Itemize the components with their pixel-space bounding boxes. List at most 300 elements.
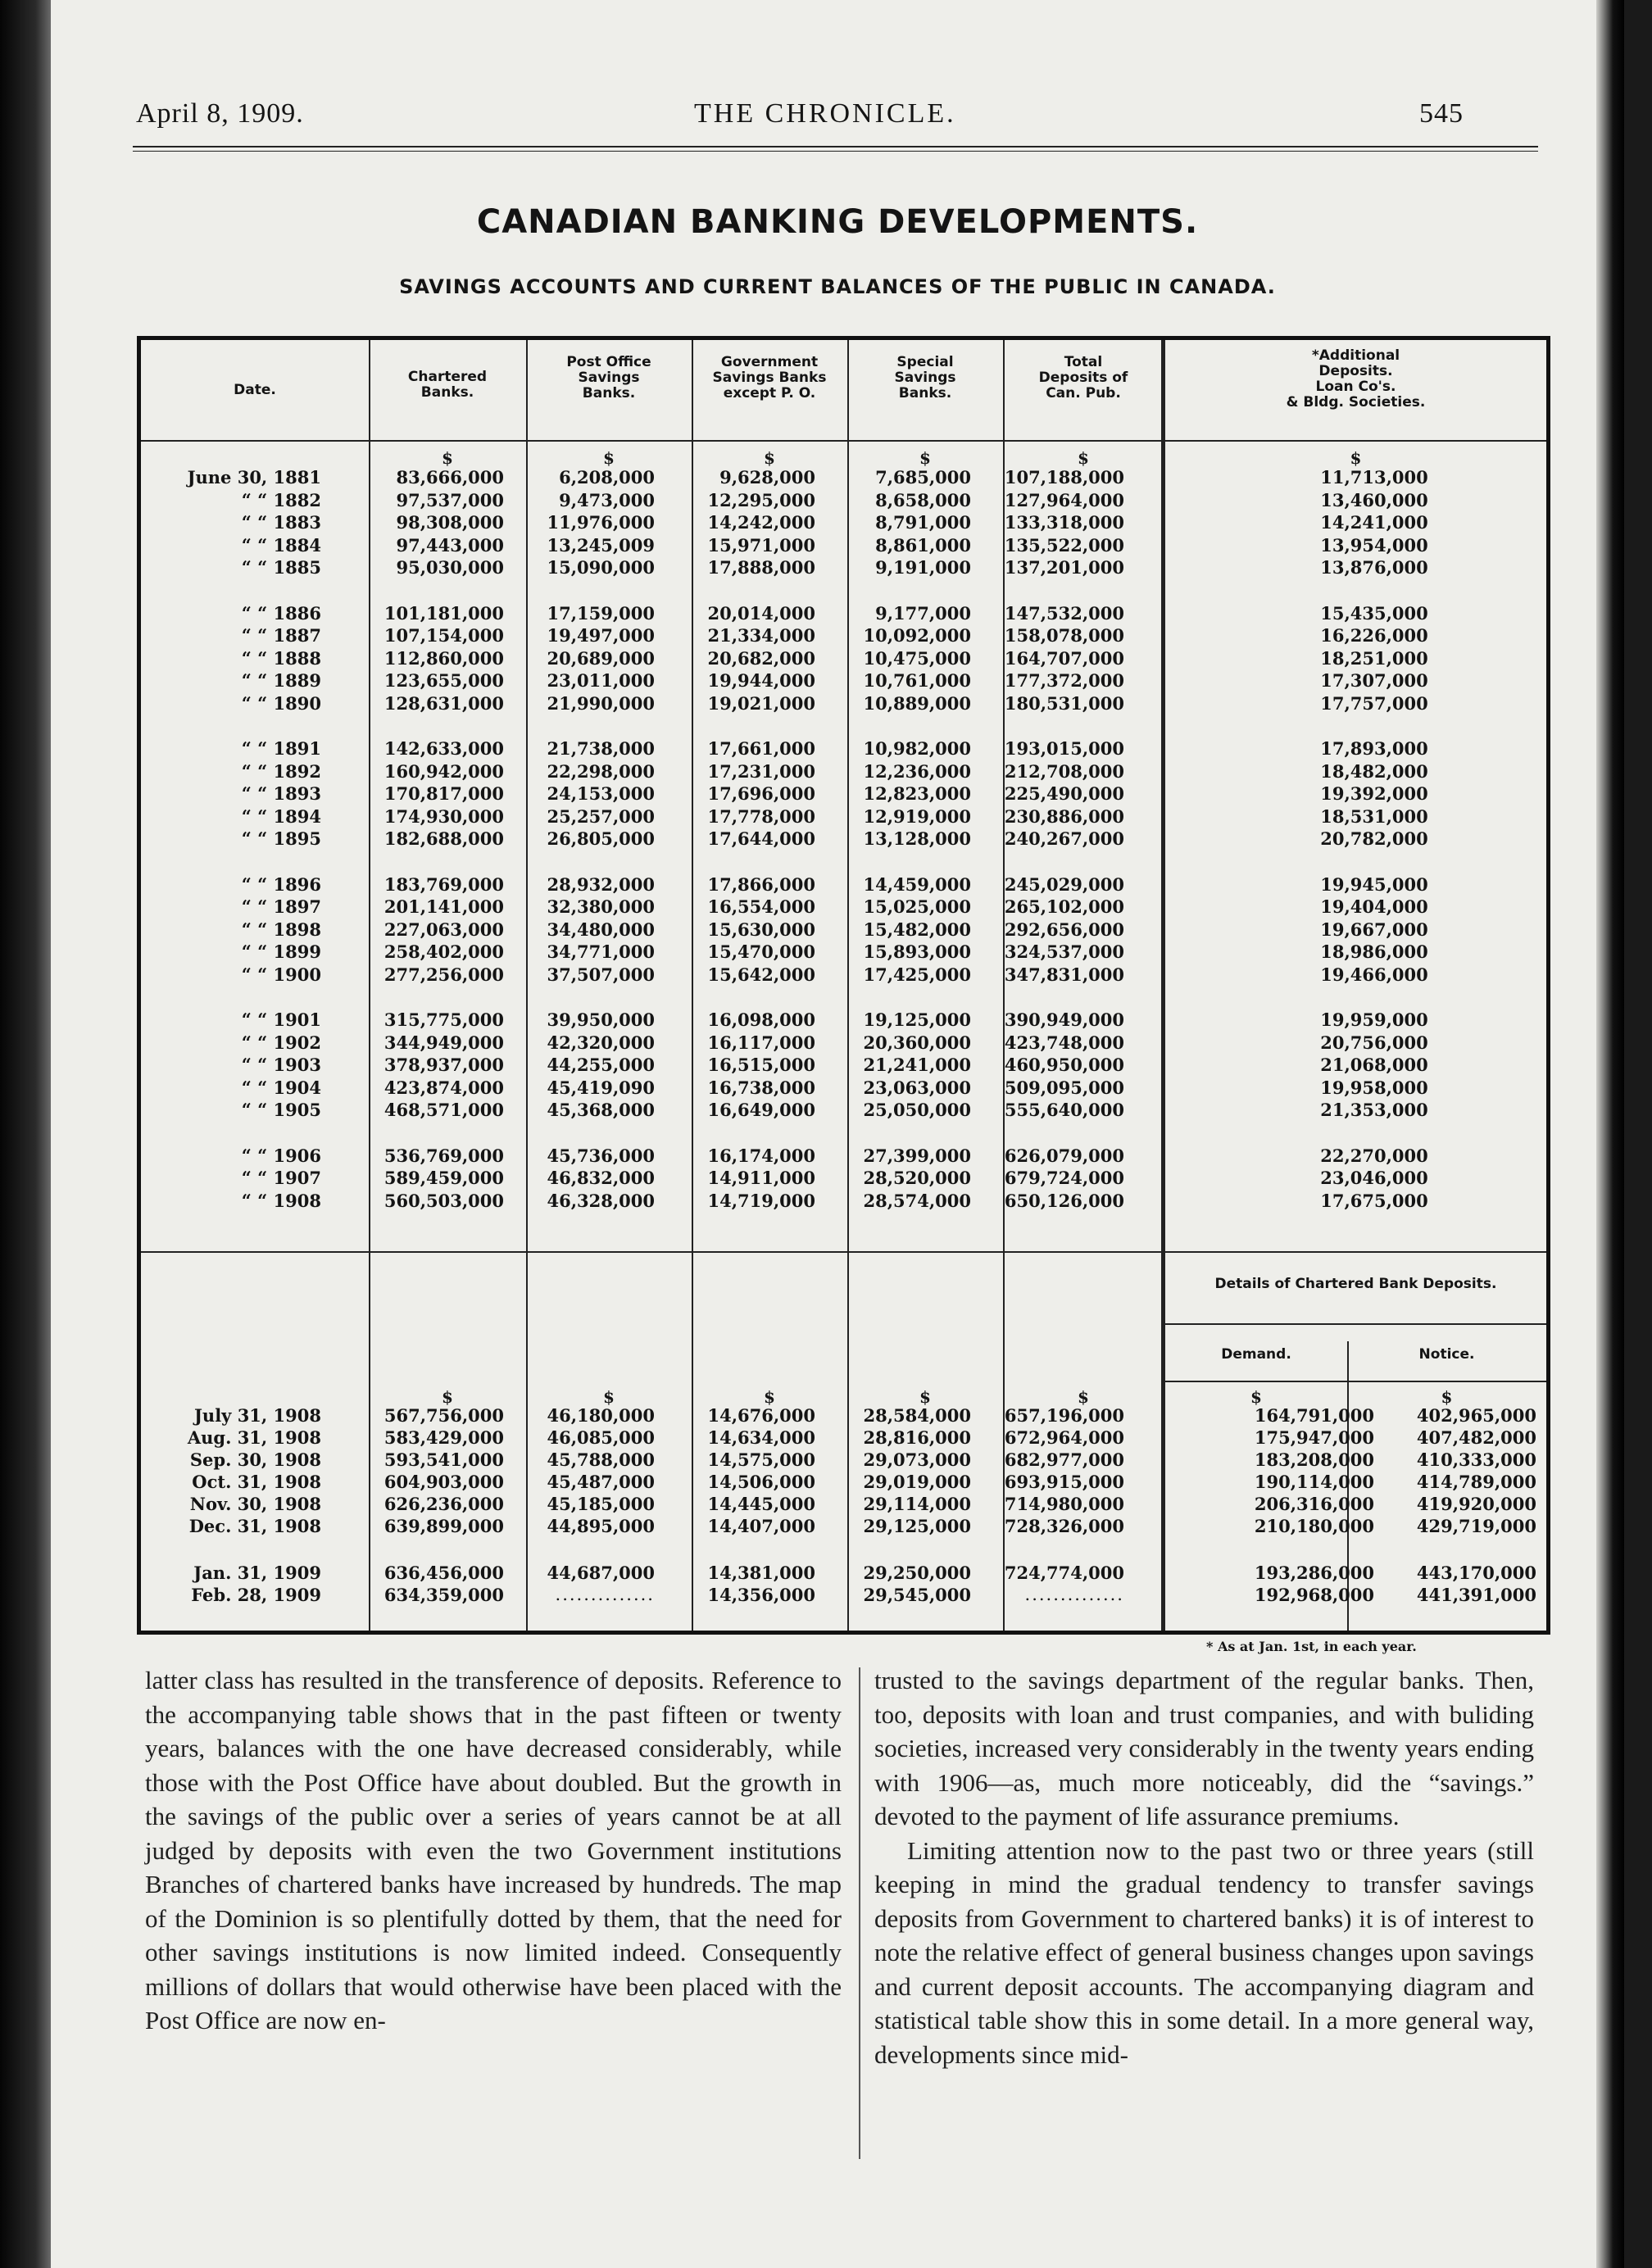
currency-mark: $ (1250, 1387, 1262, 1407)
body-paragraph: trusted to the savings department of the regular banks. Then, too, deposits with loan and trust companies, and with buliding societies, increased very considerably in the twenty years ending with 1906—as, much more noticeably, did the “savings.” devoted to the payment of life assurance premiums. (874, 1666, 1534, 1830)
row-value: 180,531,000 (1004, 692, 1124, 714)
row-value: 23,011,000 (547, 670, 655, 691)
row-value: 634,359,000 (384, 1585, 504, 1605)
row-value: 39,950,000 (547, 1009, 655, 1030)
row-value: 83,666,000 (396, 467, 504, 488)
row-value: 16,554,000 (707, 896, 815, 917)
currency-mark: $ (442, 1387, 453, 1407)
row-date: “ “ 1882 (241, 489, 321, 510)
row-value: 19,944,000 (707, 670, 815, 691)
row-value: 193,286,000 (1254, 1563, 1374, 1583)
row-value: 19,945,000 (1320, 873, 1428, 895)
row-value: 37,507,000 (547, 964, 655, 985)
row-value: 34,771,000 (547, 941, 655, 962)
row-value: 14,575,000 (707, 1449, 815, 1470)
row-value: 509,095,000 (1004, 1077, 1124, 1098)
row-value: 44,255,000 (547, 1055, 655, 1075)
table-row (141, 603, 1554, 625)
table-row (141, 828, 1554, 850)
table-row (141, 941, 1554, 964)
row-value: 190,114,000 (1254, 1472, 1374, 1492)
row-value: 46,085,000 (547, 1427, 655, 1448)
table-row (141, 896, 1554, 919)
row-value: 28,584,000 (863, 1405, 971, 1426)
row-value: 16,738,000 (707, 1077, 815, 1098)
row-value: 20,682,000 (707, 647, 815, 669)
row-value: 18,531,000 (1320, 805, 1428, 827)
table-row (141, 1427, 1554, 1449)
row-value: 15,893,000 (863, 941, 971, 962)
row-value: 23,063,000 (863, 1077, 971, 1098)
row-value: 15,971,000 (707, 534, 815, 556)
row-value: 292,656,000 (1004, 919, 1124, 940)
row-value: 15,090,000 (547, 557, 655, 578)
row-value: 46,180,000 (547, 1405, 655, 1426)
row-value: 29,250,000 (863, 1563, 971, 1583)
currency-mark: $ (764, 1387, 775, 1407)
table-row (141, 490, 1554, 512)
article-title: CANADIAN BANKING DEVELOPMENTS. (476, 203, 1199, 241)
row-value: 679,724,000 (1004, 1168, 1124, 1188)
header-rule (133, 146, 1538, 147)
row-value: 682,977,000 (1004, 1449, 1124, 1470)
row-value: 17,159,000 (547, 602, 655, 624)
row-value: 378,937,000 (384, 1055, 504, 1075)
row-value: 14,506,000 (707, 1472, 815, 1492)
row-date: “ “ 1892 (241, 760, 321, 782)
row-value: 13,245,009 (547, 534, 655, 556)
table-row (141, 761, 1554, 783)
table-row (141, 874, 1554, 896)
table-row (141, 1032, 1554, 1055)
row-value: 21,334,000 (707, 625, 815, 646)
table-row (141, 1055, 1554, 1077)
row-value: 25,050,000 (863, 1100, 971, 1120)
row-value: 728,326,000 (1004, 1516, 1124, 1536)
row-value: 10,889,000 (863, 692, 971, 714)
row-value: 142,633,000 (384, 738, 504, 759)
row-value: 123,655,000 (384, 670, 504, 691)
row-value: 19,404,000 (1320, 896, 1428, 917)
row-value: 9,191,000 (875, 557, 971, 578)
header-rule-thin (133, 151, 1538, 152)
table-row (141, 693, 1554, 715)
row-value: 21,068,000 (1320, 1055, 1428, 1075)
row-value: 626,079,000 (1004, 1145, 1124, 1166)
row-value: 16,117,000 (707, 1032, 815, 1053)
row-value: 174,930,000 (384, 805, 504, 827)
row-date: “ “ 1898 (241, 919, 321, 940)
demand-header: Demand. (1221, 1346, 1291, 1363)
row-value: 29,125,000 (863, 1516, 971, 1536)
table-row (141, 1494, 1554, 1516)
row-value: 20,360,000 (863, 1032, 971, 1053)
row-value: 28,520,000 (863, 1168, 971, 1188)
row-value: .............. (1024, 1585, 1124, 1604)
column-divider (859, 1667, 860, 2159)
row-date: “ “ 1886 (241, 602, 321, 624)
row-value: 10,092,000 (863, 625, 971, 646)
row-value: 16,174,000 (707, 1145, 815, 1166)
table-row (141, 1145, 1554, 1168)
row-value: 657,196,000 (1004, 1405, 1124, 1426)
row-value: 45,368,000 (547, 1100, 655, 1120)
row-value: 22,270,000 (1320, 1145, 1428, 1166)
row-value: 8,658,000 (875, 489, 971, 510)
row-value: 18,251,000 (1320, 647, 1428, 669)
row-value: 17,644,000 (707, 828, 815, 849)
row-value: 19,466,000 (1320, 964, 1428, 985)
row-value: 19,667,000 (1320, 919, 1428, 940)
row-value: 460,950,000 (1004, 1055, 1124, 1075)
row-value: 265,102,000 (1004, 896, 1124, 917)
row-value: 97,443,000 (396, 534, 504, 556)
details-title: Details of Chartered Bank Deposits. (1214, 1276, 1497, 1292)
header-date: April 8, 1909. (136, 98, 304, 129)
row-value: 97,537,000 (396, 489, 504, 510)
row-value: 21,990,000 (547, 692, 655, 714)
row-value: 16,098,000 (707, 1009, 815, 1030)
row-value: 45,185,000 (547, 1494, 655, 1514)
row-value: 45,788,000 (547, 1449, 655, 1470)
row-value: 277,256,000 (384, 964, 504, 985)
page (51, 0, 1624, 2268)
row-value: 419,920,000 (1416, 1494, 1536, 1514)
deposits-table (137, 336, 1550, 1635)
row-value: 650,126,000 (1004, 1190, 1124, 1211)
row-date: “ “ 1895 (241, 828, 321, 849)
body-column-left (145, 1663, 842, 2038)
row-value: 16,515,000 (707, 1055, 815, 1075)
row-date: Feb. 28, 1909 (191, 1585, 321, 1605)
row-value: 22,298,000 (547, 760, 655, 782)
row-value: 13,128,000 (863, 828, 971, 849)
row-date: “ “ 1903 (241, 1055, 321, 1075)
row-date: “ “ 1907 (241, 1168, 321, 1188)
table-row (141, 1077, 1554, 1100)
row-value: 14,634,000 (707, 1427, 815, 1448)
row-value: 344,949,000 (384, 1032, 504, 1053)
row-value: 175,947,000 (1254, 1427, 1374, 1448)
currency-mark: $ (1441, 1387, 1453, 1407)
row-date: June 30, 1881 (187, 467, 321, 488)
row-value: 32,380,000 (547, 896, 655, 917)
row-value: 19,021,000 (707, 692, 815, 714)
table-row (141, 1585, 1554, 1607)
body-paragraph: Limiting attention now to the past two or three years (still keeping in mind the gradual tendency to transfer savings deposits from Government to chartered banks) it is of interest to note the relative effect of general business changes upon savings and current deposit accounts. The accompanying diagram and statistical table show this in some detail. In a more general way, developments since mid- (874, 1835, 1534, 2069)
row-value: 17,425,000 (863, 964, 971, 985)
table-row (141, 1563, 1554, 1585)
row-value: 158,078,000 (1004, 625, 1124, 646)
row-value: 230,886,000 (1004, 805, 1124, 827)
row-value: 13,954,000 (1320, 534, 1428, 556)
row-value: 589,459,000 (384, 1168, 504, 1188)
row-value: 10,761,000 (863, 670, 971, 691)
row-date: Sep. 30, 1908 (189, 1449, 321, 1470)
row-date: “ “ 1888 (241, 647, 321, 669)
row-date: “ “ 1905 (241, 1100, 321, 1120)
row-date: “ “ 1900 (241, 964, 321, 985)
row-value: 639,899,000 (384, 1516, 504, 1536)
row-value: 20,756,000 (1320, 1032, 1428, 1053)
row-value: 18,986,000 (1320, 941, 1428, 962)
row-value: 95,030,000 (396, 557, 504, 578)
row-date: “ “ 1891 (241, 738, 321, 759)
currency-mark: $ (603, 1387, 615, 1407)
row-value: 567,756,000 (384, 1405, 504, 1426)
row-value: 315,775,000 (384, 1009, 504, 1030)
table-row (141, 557, 1554, 579)
row-value: 19,392,000 (1320, 783, 1428, 804)
row-value: 6,208,000 (559, 467, 655, 488)
row-value: 536,769,000 (384, 1145, 504, 1166)
row-value: 225,490,000 (1004, 783, 1124, 804)
row-date: “ “ 1896 (241, 873, 321, 895)
column-header: Total Deposits of Can. Pub. (1038, 354, 1128, 401)
table-row (141, 648, 1554, 670)
row-value: 29,545,000 (863, 1585, 971, 1605)
row-value: 107,154,000 (384, 625, 504, 646)
row-value: 560,503,000 (384, 1190, 504, 1211)
row-value: 21,738,000 (547, 738, 655, 759)
row-value: 17,778,000 (707, 805, 815, 827)
row-value: 693,915,000 (1004, 1472, 1124, 1492)
row-value: .............. (555, 1585, 655, 1604)
row-date: “ “ 1902 (241, 1032, 321, 1053)
row-value: 133,318,000 (1004, 512, 1124, 533)
row-value: 28,574,000 (863, 1190, 971, 1211)
row-value: 14,407,000 (707, 1516, 815, 1536)
row-value: 164,707,000 (1004, 647, 1124, 669)
row-value: 17,696,000 (707, 783, 815, 804)
row-value: 12,919,000 (863, 805, 971, 827)
row-value: 46,832,000 (547, 1168, 655, 1188)
row-value: 19,497,000 (547, 625, 655, 646)
column-header: Government Savings Banks except P. O. (712, 354, 827, 401)
table-row (141, 964, 1554, 987)
row-value: 17,307,000 (1320, 670, 1428, 691)
column-header: Chartered Banks. (407, 369, 488, 401)
row-value: 407,482,000 (1416, 1427, 1536, 1448)
table-row (141, 738, 1554, 760)
row-value: 128,631,000 (384, 692, 504, 714)
row-date: “ “ 1899 (241, 941, 321, 962)
row-value: 14,719,000 (707, 1190, 815, 1211)
row-value: 29,073,000 (863, 1449, 971, 1470)
row-date: “ “ 1885 (241, 557, 321, 578)
row-value: 24,153,000 (547, 783, 655, 804)
row-value: 20,689,000 (547, 647, 655, 669)
row-value: 17,757,000 (1320, 692, 1428, 714)
row-value: 14,445,000 (707, 1494, 815, 1514)
row-value: 182,688,000 (384, 828, 504, 849)
row-value: 112,860,000 (384, 647, 504, 669)
row-date: “ “ 1887 (241, 625, 321, 646)
table-row (141, 625, 1554, 647)
row-value: 25,257,000 (547, 805, 655, 827)
currency-mark: $ (1078, 1387, 1089, 1407)
row-value: 258,402,000 (384, 941, 504, 962)
row-value: 429,719,000 (1416, 1516, 1536, 1536)
row-value: 45,419,090 (547, 1077, 655, 1098)
row-value: 423,748,000 (1004, 1032, 1124, 1053)
row-value: 9,473,000 (559, 489, 655, 510)
row-value: 14,676,000 (707, 1405, 815, 1426)
row-value: 468,571,000 (384, 1100, 504, 1120)
row-value: 183,208,000 (1254, 1449, 1374, 1470)
row-value: 45,736,000 (547, 1145, 655, 1166)
row-value: 15,642,000 (707, 964, 815, 985)
row-value: 20,782,000 (1320, 828, 1428, 849)
row-value: 14,459,000 (863, 873, 971, 895)
table-row (141, 535, 1554, 557)
row-date: “ “ 1883 (241, 512, 321, 533)
row-value: 16,226,000 (1320, 625, 1428, 646)
row-date: Oct. 31, 1908 (192, 1472, 321, 1492)
header-title: THE CHRONICLE. (694, 98, 956, 129)
row-value: 12,823,000 (863, 783, 971, 804)
table-row (141, 1449, 1554, 1472)
table-row (141, 806, 1554, 828)
row-value: 164,791,000 (1254, 1405, 1374, 1426)
row-value: 19,959,000 (1320, 1009, 1428, 1030)
row-value: 227,063,000 (384, 919, 504, 940)
row-value: 14,241,000 (1320, 512, 1428, 533)
row-value: 107,188,000 (1004, 467, 1124, 488)
row-value: 101,181,000 (384, 602, 504, 624)
row-value: 177,372,000 (1004, 670, 1124, 691)
row-value: 14,356,000 (707, 1585, 815, 1605)
row-value: 724,774,000 (1004, 1563, 1124, 1583)
row-value: 583,429,000 (384, 1427, 504, 1448)
table-row (141, 512, 1554, 534)
row-date: Dec. 31, 1908 (188, 1516, 321, 1536)
row-value: 44,687,000 (547, 1563, 655, 1583)
currency-mark: $ (919, 448, 931, 468)
row-value: 12,236,000 (863, 760, 971, 782)
row-value: 414,789,000 (1416, 1472, 1536, 1492)
book-spine (0, 0, 51, 2268)
row-date: “ “ 1897 (241, 896, 321, 917)
row-value: 714,980,000 (1004, 1494, 1124, 1514)
row-value: 23,046,000 (1320, 1168, 1428, 1188)
row-value: 34,480,000 (547, 919, 655, 940)
header-rule (141, 440, 1546, 442)
column-header: *Additional Deposits. Loan Co's. & Bldg. Societies. (1286, 347, 1426, 411)
table-subtitle: SAVINGS ACCOUNTS AND CURRENT BALANCES OF THE PUBLIC IN CANADA. (399, 275, 1276, 298)
body-paragraph: latter class has resulted in the transference of deposits. Reference to the accompanying table shows that in the past fifteen or twenty years, balances with the one have decreased considerably, while those with the Post Office have about doubled. But the growth in the savings of the public over a series of years cannot be at all judged by deposits with even the two Government institutions Branches of chartered banks have increased by hundreds. The map of the Dominion is so plentifully dotted by them, that the need for other savings institutions is now limited indeed. Consequently millions of dollars that would otherwise have been placed with the Post Office are now en- (145, 1666, 842, 2034)
row-date: “ “ 1884 (241, 534, 321, 556)
row-value: 29,019,000 (863, 1472, 971, 1492)
row-value: 8,791,000 (875, 512, 971, 533)
section-rule (141, 1251, 1546, 1253)
row-value: 9,628,000 (719, 467, 815, 488)
row-value: 13,876,000 (1320, 557, 1428, 578)
currency-mark: $ (1078, 448, 1089, 468)
row-value: 183,769,000 (384, 873, 504, 895)
table-row (141, 1100, 1554, 1122)
row-value: 42,320,000 (547, 1032, 655, 1053)
column-header: Date. (234, 382, 276, 398)
row-date: “ “ 1908 (241, 1190, 321, 1211)
row-value: 423,874,000 (384, 1077, 504, 1098)
row-value: 19,958,000 (1320, 1077, 1428, 1098)
row-value: 402,965,000 (1416, 1405, 1536, 1426)
table-footnote: * As at Jan. 1st, in each year. (1206, 1639, 1417, 1654)
row-value: 555,640,000 (1004, 1100, 1124, 1120)
row-date: Jan. 31, 1909 (193, 1563, 321, 1583)
row-value: 593,541,000 (384, 1449, 504, 1470)
row-date: “ “ 1906 (241, 1145, 321, 1166)
currency-mark: $ (1350, 448, 1362, 468)
row-value: 160,942,000 (384, 760, 504, 782)
row-value: 127,964,000 (1004, 489, 1124, 510)
row-value: 441,391,000 (1416, 1585, 1536, 1605)
row-value: 210,180,000 (1254, 1516, 1374, 1536)
table-row (141, 1009, 1554, 1032)
row-value: 29,114,000 (863, 1494, 971, 1514)
row-value: 98,308,000 (396, 512, 504, 533)
row-value: 17,675,000 (1320, 1190, 1428, 1211)
row-value: 15,482,000 (863, 919, 971, 940)
row-date: Aug. 31, 1908 (187, 1427, 321, 1448)
row-date: “ “ 1894 (241, 805, 321, 827)
row-value: 324,537,000 (1004, 941, 1124, 962)
row-value: 147,532,000 (1004, 602, 1124, 624)
table-row (141, 1405, 1554, 1427)
row-value: 19,125,000 (863, 1009, 971, 1030)
column-header: Special Savings Banks. (894, 354, 956, 401)
row-value: 18,482,000 (1320, 760, 1428, 782)
row-value: 17,888,000 (707, 557, 815, 578)
row-value: 15,435,000 (1320, 602, 1428, 624)
row-value: 28,932,000 (547, 873, 655, 895)
table-row (141, 670, 1554, 692)
row-date: “ “ 1889 (241, 670, 321, 691)
row-value: 137,201,000 (1004, 557, 1124, 578)
row-value: 15,025,000 (863, 896, 971, 917)
row-value: 12,295,000 (707, 489, 815, 510)
row-value: 14,911,000 (707, 1168, 815, 1188)
row-value: 14,242,000 (707, 512, 815, 533)
row-value: 17,893,000 (1320, 738, 1428, 759)
row-value: 626,236,000 (384, 1494, 504, 1514)
row-value: 636,456,000 (384, 1563, 504, 1583)
currency-mark: $ (764, 448, 775, 468)
row-value: 245,029,000 (1004, 873, 1124, 895)
currency-mark: $ (603, 448, 615, 468)
row-value: 15,470,000 (707, 941, 815, 962)
row-value: 14,381,000 (707, 1563, 815, 1583)
row-value: 20,014,000 (707, 602, 815, 624)
row-value: 11,713,000 (1320, 467, 1428, 488)
row-value: 443,170,000 (1416, 1563, 1536, 1583)
row-value: 27,399,000 (863, 1145, 971, 1166)
row-value: 170,817,000 (384, 783, 504, 804)
row-date: Nov. 30, 1908 (189, 1494, 321, 1514)
row-value: 201,141,000 (384, 896, 504, 917)
row-value: 604,903,000 (384, 1472, 504, 1492)
row-value: 206,316,000 (1254, 1494, 1374, 1514)
row-value: 44,895,000 (547, 1516, 655, 1536)
row-value: 26,805,000 (547, 828, 655, 849)
row-value: 212,708,000 (1004, 760, 1124, 782)
row-value: 410,333,000 (1416, 1449, 1536, 1470)
row-date: July 31, 1908 (194, 1405, 321, 1426)
row-value: 7,685,000 (875, 467, 971, 488)
row-value: 46,328,000 (547, 1190, 655, 1211)
currency-mark: $ (442, 448, 453, 468)
